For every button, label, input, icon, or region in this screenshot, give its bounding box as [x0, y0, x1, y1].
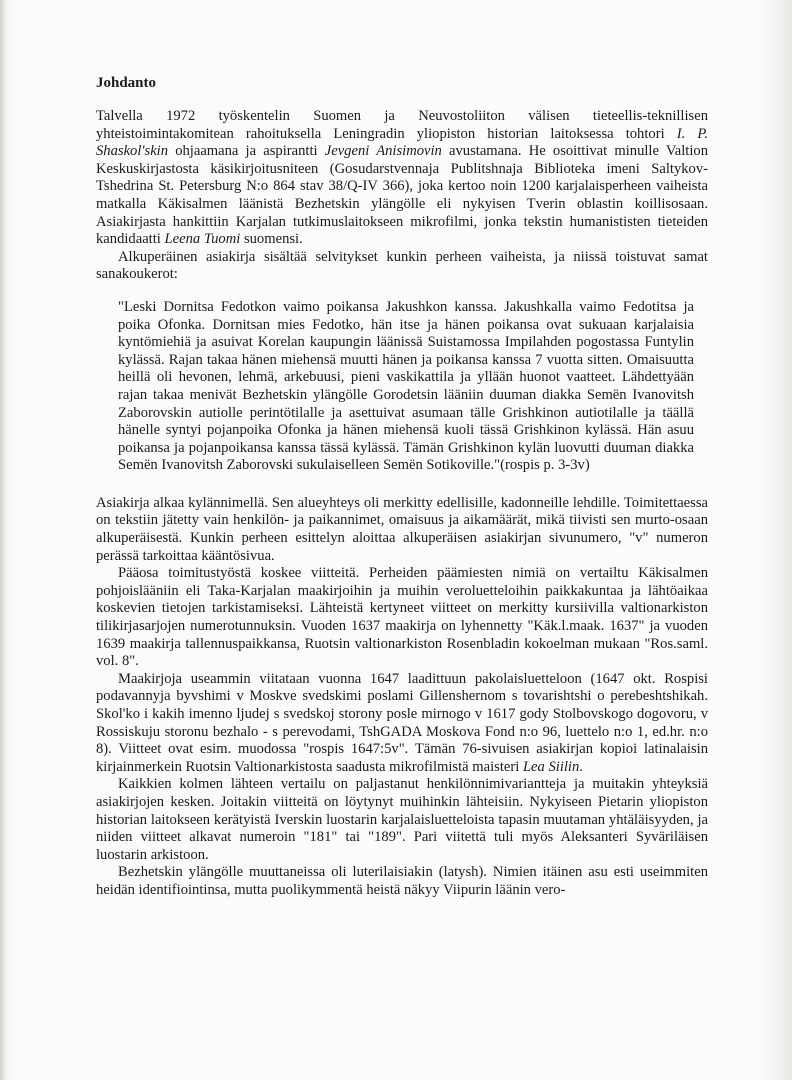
page-edge-shadow: [0, 0, 6, 1080]
paragraph-refugee-list: [96, 671, 708, 777]
name-shaskolskin: I. P. Shaskol'skin: [96, 125, 708, 160]
block-quote-example: "Leski Dornitsa Fedotkon vaimo poikansa Jakushkon kanssa. Jakushkalla vaimo Fedotitsa ja poika Ofonka. Dornitsan mies Fedotko, hän itse ja hänen poikansa ovat sukuaan karjalaisia kyntömiehiä ja asuivat Korelan kaupungin läänissä Suistamossa Impilahden pogostassa Funtylin kylässä. Rajan takaa hänen miehensä muutti hänen ja poikansa kanssa 7 vuotta sitten. Omaisuutta heillä oli hevonen, lehmä, arkebuusi, pieni vaskikattila ja yllään huonot vaatteet. Lähdettyään rajan takaa menivät Bezhetskin ylängölle Gorodetsin lääniin duuman diakka Semën Ivanovitsh Zaborovskin autiolle perintötilalle ja asettuivat asumaan tälle Grishkinon autiotilalle ja täällä hänelle syntyi pojanpoika Ofonka ja hänen miehensä kuoli tässä Grishkinon kylässä. Hän asuu poikansa ja pojanpoikansa kanssa tässä kylässä. Tämän Grishkinon kylän luovutti duuman diakka Semën Ivanovitsh Zaborovski sukulaiselleen Semën Sotikoville."(rospis p. 3-3v): [118, 298, 694, 474]
paragraph-editing-notes: Pääosa toimitustyöstä koskee viitteitä. Perheiden päämiesten nimiä on vertailtu Käkisalmen pohjoislääniin eli Taka-Karjalan maakirjoihin ja muihin veroluetteloihin paikkakuntaa ja lähtöaikaa koskevien tietojen tarkistamiseksi. Lähteistä kertyneet viitteet on merkitty kursiivilla valtionarkiston tilikirjasarjojen numerotunnuksin. Vuoden 1637 maakirja on lyhennetty "Käk.l.maak. 1637" ja vuoden 1639 maakirja tallennuspaikkansa, Ruotsin valtionarkiston Rosenbladin kokoelman mukaan "Ros.saml. vol. 8".: [96, 565, 708, 670]
name-tuomi: Leena Tuomi: [164, 231, 241, 248]
main-text-block: [96, 74, 708, 900]
paragraph-source-comparison: Kaikkien kolmen lähteen vertailu on paljastanut henkilönnimivariantteja ja muitakin yhteyksiä asiakirjojen kesken. Joitakin viitteitä on löytynyt muihinkin lähteisiin. Nykyiseen Pietarin yliopiston historian laitokseen kerätyistä Iverskin luostarin karjalaisluetteloista tapasin muutaman yhtäläisyyden, ja niiden viitteet alkavat numeroin "181" tai "189". Pari viitettä tuli myös Aleksanteri Syväriläisen luostarin arkistoon.: [96, 776, 708, 863]
paragraph-lutherans: Bezhetskin ylängölle muuttaneissa oli luterilaisiakin (latysh). Nimien itäinen asu esti useimmiten heidän identifiointinsa, mutta puolikymmentä heistä näkyy Viipurin läänin vero-: [96, 864, 708, 898]
paragraph-intro: [96, 108, 708, 249]
paragraph-original-document: Alkuperäinen asiakirja sisältää selvitykset kunkin perheen vaiheista, ja niissä toistuvat samat sanakoukerot:: [96, 248, 708, 283]
paragraph-intro-part-d: suomensi.: [240, 231, 303, 248]
paragraph-refugee-list-part-b: .: [579, 758, 583, 775]
paragraph-refugee-list-part-a: Maakirjoja useammin viitataan vuonna 1647 laadittuun pakolaisluetteloon (1647 okt. Rospisi podavannyja byvshimi v Moskve svedskimi poslami Gillenshernom s tovarishtshi o perebeshtshikah. Skol'ko i kakih imenno ljudej s svedskoj storony posle mirnogo v 1617 gody Stolbovskogo dogovoru, v Rossiskuju storonu bezhalo - s perevodami, TshGADA Moskova Fond n:o 96, luettelo n:o 1, ed.hr. n:o 8). Viitteet ovat esim. muodossa "rospis 1647:5v". Tämän 76-sivuisen asiakirjan kopioi latinalaisin kirjainmerkein Ruotsin Valtionarkistosta saadusta mikrofilmistä maisteri: [96, 670, 708, 775]
name-siilin: Lea Siilin: [522, 758, 580, 775]
paragraph-intro-part-c: avustamana. He osoittivat minulle Valtion Keskuskirjastosta käsikirjoitusniteen (Gosudarstvennaja Publitshnaja Biblioteka imeni Saltykov-Tshedrina St. Petersburg N:o 864 stav 38/Q-IV 366), joka kertoo noin 1200 karjalaisperheen vaiheista matkalla Käkisalmen läänistä Bezhetskin ylängölle eli nykyisen Tverin oblastin koillisosaan. Asiakirjasta hankittiin Karjalan tutkimuslaitokseen mikrofilmi, jonka tekstin humanististen tieteiden kandidaatti: [96, 143, 709, 248]
paragraph-document-start: Asiakirja alkaa kylännimellä. Sen alueyhteys oli merkitty edellisille, kadonneille lehdille. Toimitettaessa on tekstiin jätetty vain henkilön- ja paikannimet, omaisuus ja aikamäärät, mikä tiivisti sen murto-osaan alkuperäisestä. Kunkin perheen esittelyn aloittaa alkuperäisen asiakirjan sivunumero, "v" numeron perässä tarkoittaa kääntösivua.: [96, 494, 708, 564]
paragraph-intro-part-b: ohjaamana ja aspirantti: [168, 143, 325, 160]
page-heading: Johdanto: [96, 75, 157, 91]
paragraph-intro-part-a: Talvella 1972 työskentelin Suomen ja Neuvostoliiton välisen tieteellis-teknillisen yhteistoimintakomitean rahoituksella Leningradin yliopiston historian laitoksessa tohtori: [96, 108, 708, 142]
name-anisimov: Jevgeni Anisimovin: [324, 143, 442, 160]
